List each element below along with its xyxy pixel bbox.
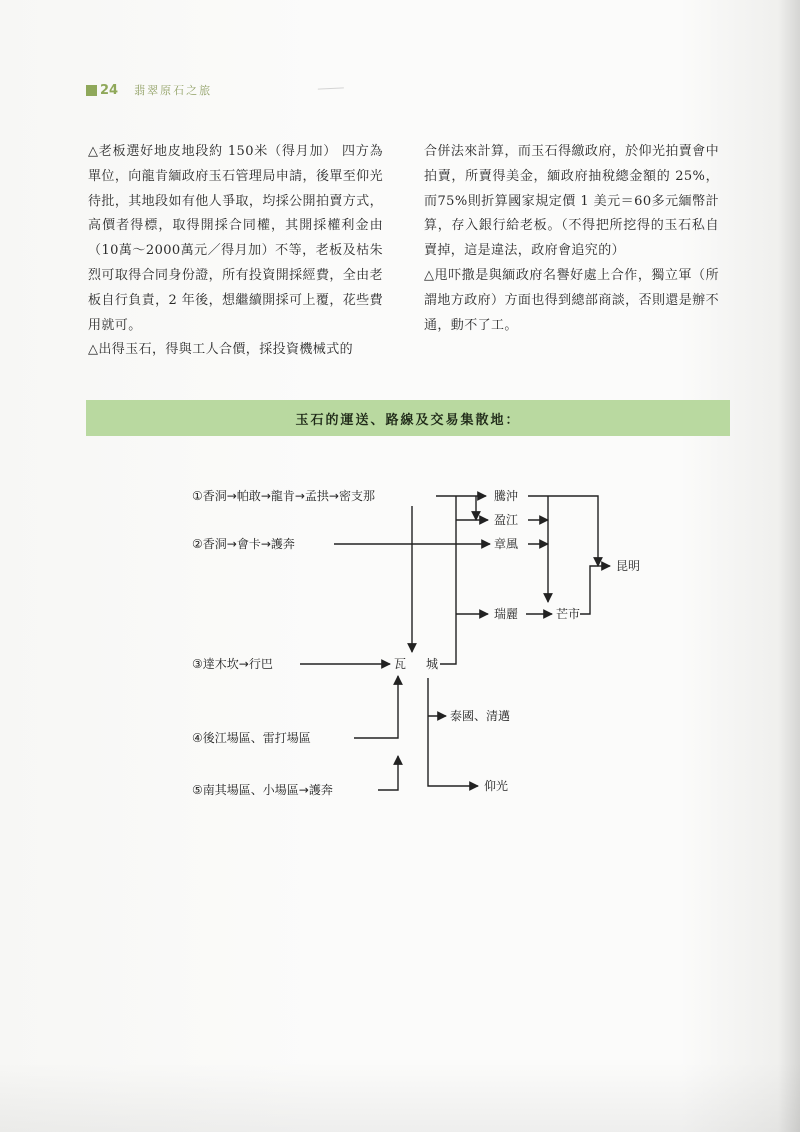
node-wa: 瓦 [394, 657, 407, 671]
right-paragraph-1: 合併法來計算，而玉石得繳政府，於仰光拍賣會中拍賣，所賣得美金，緬政府抽稅總金額的 25%，而75%則折算國家規定價 1 美元＝60多元緬幣計算，存入銀行給老板。（不得把所挖得的玉石私自賣掉，這是違法，政府會追究的） [424, 144, 719, 259]
node-thailand: 泰國、清邁 [450, 709, 511, 723]
line-cheng-down [428, 678, 478, 786]
line-tengchong-right [528, 496, 598, 566]
left-paragraph-1: △老板選好地皮地段約 150米（得月加） 四方為單位，向龍肯緬政府玉石管理局申請，後單至仰光待批，其地段如有他人爭取，均採公開拍賣方式，高價者得標，取得開採合同權，其開採權利金由（10萬～2000萬元／得月加）不等，老板及枯朱烈可取得合同身份證，所有投資開採經費，全由老板自行負責，2 年後，想繼續開採可上覆，花些費用就可。 [88, 144, 383, 333]
book-title: 翡翠原石之旅 [134, 84, 213, 97]
arrow-r4-to-wa [354, 676, 398, 738]
node-kunming: 昆明 [616, 559, 641, 573]
route-3-label: ③達木坎→行巴 [192, 657, 273, 671]
right-paragraph-2: △甩吓撒是與緬政府名譽好處上合作，獨立軍（所謂地方政府）方面也得到總部商談，否則還是辦不通，動不了工。 [424, 267, 719, 333]
line-cheng-up [440, 614, 456, 664]
route-1-label: ①香洞→帕敢→龍肯→孟拱→密支那 [192, 489, 375, 503]
left-paragraph-2: △出得玉石，得與工人合價，採投資機械式的 [88, 342, 353, 358]
line-mangshi-right [580, 566, 598, 614]
node-mangshi: 芒市 [556, 607, 581, 621]
node-yingjiang: 盈江 [494, 513, 519, 527]
node-ruili: 瑞麗 [494, 607, 519, 621]
node-yangon: 仰光 [484, 779, 509, 793]
arrow-r5-up [378, 756, 398, 790]
node-zhangfeng: 章風 [494, 537, 519, 551]
node-tengchong: 騰沖 [494, 489, 519, 503]
node-cheng: 城 [426, 657, 439, 671]
route-4-label: ④後江場區、雷打場區 [192, 731, 311, 745]
route-5-label: ⑤南其場區、小場區→護奔 [192, 783, 333, 797]
section-title: 玉石的運送、路線及交易集散地： [295, 412, 521, 428]
page-number: 24 [100, 82, 119, 98]
route-2-label: ②香洞→會卡→護奔 [192, 537, 295, 551]
